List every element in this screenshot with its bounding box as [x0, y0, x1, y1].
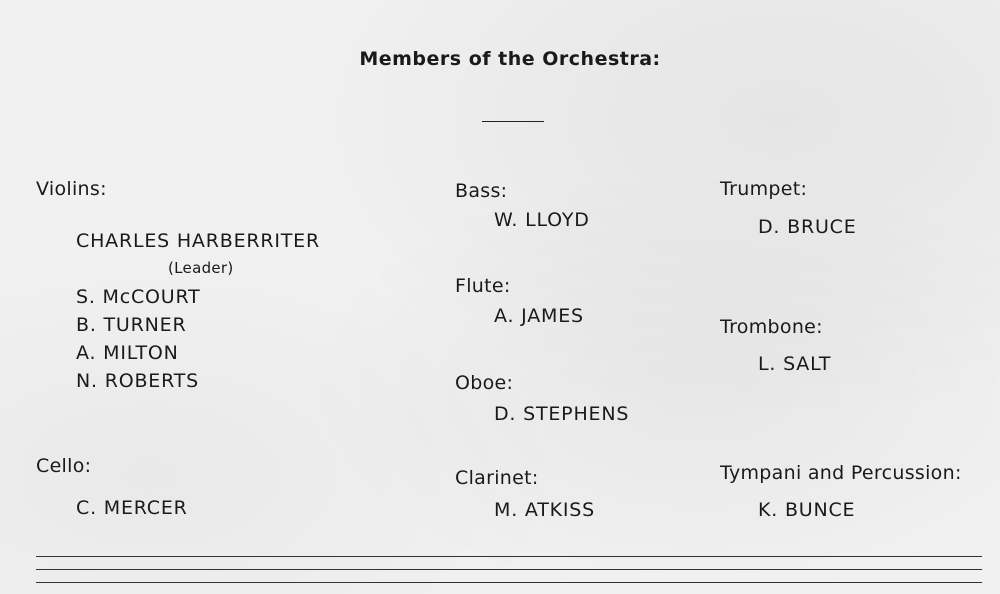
violin-player: N. ROBERTS	[76, 370, 199, 392]
page-title: Members of the Orchestra:	[359, 48, 661, 70]
title-underline	[482, 121, 544, 122]
trombone-heading: Trombone:	[720, 316, 823, 338]
violins-leader-name: CHARLES HARBERRITER	[76, 230, 320, 252]
violin-player: S. McCOURT	[76, 286, 201, 308]
oboe-player: D. STEPHENS	[494, 403, 630, 425]
trumpet-heading: Trumpet:	[720, 178, 808, 200]
flute-heading: Flute:	[455, 275, 511, 297]
clarinet-heading: Clarinet:	[455, 467, 539, 489]
trumpet-player: D. BRUCE	[758, 216, 857, 238]
tympani-player: K. BUNCE	[758, 499, 856, 521]
clarinet-player: M. ATKISS	[494, 499, 595, 521]
trombone-player: L. SALT	[758, 353, 832, 375]
cello-heading: Cello:	[36, 455, 92, 477]
bottom-rule	[36, 569, 982, 570]
bass-player: W. LLOYD	[494, 209, 590, 231]
violin-player: B. TURNER	[76, 314, 187, 336]
cello-player: C. MERCER	[76, 497, 188, 519]
violins-heading: Violins:	[36, 178, 107, 200]
flute-player: A. JAMES	[494, 305, 584, 327]
tympani-heading: Tympani and Percussion:	[720, 462, 962, 484]
bottom-rule	[36, 582, 982, 583]
bottom-rule	[36, 556, 982, 557]
violin-player: A. MILTON	[76, 342, 179, 364]
violins-leader-note: (Leader)	[168, 259, 234, 277]
oboe-heading: Oboe:	[455, 372, 514, 394]
bass-heading: Bass:	[455, 180, 508, 202]
